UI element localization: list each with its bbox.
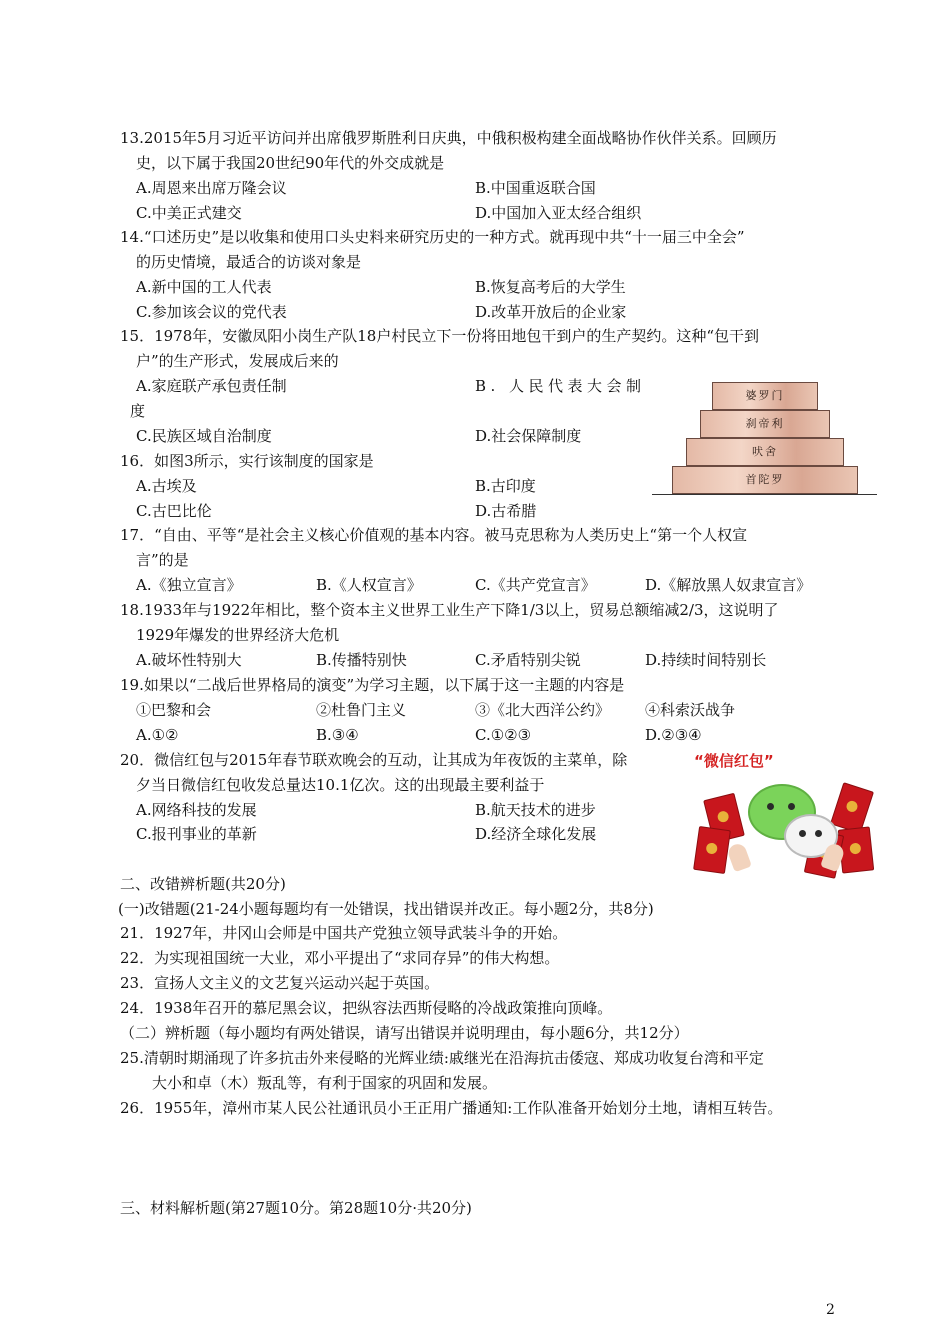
q19-option-a: A.①② (136, 726, 179, 744)
q20-option-c: C.报刊事业的革新 (136, 825, 257, 843)
page-number: 2 (826, 1302, 835, 1318)
q16-stem: 16．如图3所示，实行该制度的国家是 (120, 452, 374, 470)
q20-option-a: A.网络科技的发展 (136, 801, 257, 819)
caste-shudra: 首陀罗 (672, 466, 858, 494)
q19-item-4: ④科索沃战争 (645, 701, 736, 719)
q17-option-d: D.《解放黑人奴隶宣言》 (645, 576, 812, 594)
q15-option-d: D.社会保障制度 (475, 427, 582, 445)
q20-option-d: D.经济全球化发展 (475, 825, 597, 843)
eye-icon (815, 830, 822, 837)
q15-stem-line1: 15．1978年，安徽凤阳小岗生产队18户村民立下一份将田地包干到户的生产契约。这种“包干到 (120, 327, 760, 345)
q18-option-b: B.传播特别快 (316, 651, 407, 669)
q20-stem-line2: 夕当日微信红包收发总量达10.1亿次。这的出现最主要利益于 (136, 776, 545, 794)
q25-text-line1: 25.清朝时期涌现了许多抗击外来侵略的光辉业绩:戚继光在沿海抗击倭寇、郑成功收复台湾和平定 (120, 1049, 764, 1067)
q15-stem-line2: 户”的生产形式，发展成后来的 (136, 352, 339, 370)
hand-icon (726, 842, 752, 873)
q16-option-c: C.古巴比伦 (136, 502, 212, 520)
q25-text-line2: 大小和卓（木）叛乱等，有利于国家的巩固和发展。 (152, 1074, 498, 1092)
q19-option-c: C.①②③ (475, 726, 532, 744)
q16-option-b: B.古印度 (475, 477, 536, 495)
eye-icon (799, 830, 806, 837)
q15-option-b-continued: 度 (130, 402, 146, 420)
q14-option-c: C.参加该会议的党代表 (136, 303, 287, 321)
q20-option-b: B.航天技术的进步 (475, 801, 596, 819)
q19-item-1: ①巴黎和会 (136, 701, 212, 719)
q19-option-d: D.②③④ (645, 726, 702, 744)
q19-item-3: ③《北大西洋公约》 (475, 701, 611, 719)
caste-vaishya: 吠舍 (686, 438, 844, 466)
eye-icon (767, 803, 774, 810)
q13-stem-line1: 13.2015年5月习近平访问并出席俄罗斯胜利日庆典，中俄积极构建全面战略协作伙伴关系。回顾历 (120, 129, 777, 147)
q13-option-c: C.中美正式建交 (136, 204, 242, 222)
caste-brahmin: 婆罗门 (712, 382, 818, 410)
q15-option-b: B. 人民代表大会制 (475, 377, 646, 395)
red-envelope-icon (693, 826, 731, 874)
q14-option-a: A.新中国的工人代表 (136, 278, 272, 296)
q13-option-d: D.中国加入亚太经合组织 (475, 204, 642, 222)
q21-text: 21．1927年，井冈山会师是中国共产党独立领导武装斗争的开始。 (120, 924, 568, 942)
q15-option-a: A.家庭联产承包责任制 (136, 377, 287, 395)
figure-baseline (652, 494, 877, 495)
q18-stem-line2: 1929年爆发的世界经济大危机 (136, 626, 340, 644)
q13-option-a: A.周恩来出席万隆会议 (136, 179, 287, 197)
eye-icon (788, 803, 795, 810)
section3-title: 三、材料解析题(第27题10分。第28题10分·共20分) (120, 1199, 472, 1217)
q14-option-d: D.改革开放后的企业家 (475, 303, 627, 321)
q17-option-a: A.《独立宣言》 (136, 576, 242, 594)
caste-kshatriya: 刹帝利 (700, 410, 830, 438)
section2-part2-heading: （二）辨析题（每小题均有两处错误，请写出错误并说明理由，每小题6分，共12分） (120, 1024, 689, 1042)
q17-stem-line1: 17．“自由、平等“是社会主义核心价值观的基本内容。被马克思称为人类历史上“第一个人权宣 (120, 526, 748, 544)
wechat-red-envelope-image (690, 746, 882, 870)
q20-stem-line1: 20．微信红包与2015年春节联欢晚会的互动，让其成为年夜饭的主菜单，除 (120, 751, 628, 769)
q14-stem-line1: 14.“口述历史”是以收集和使用口头史料来研究历史的一种方式。就再现中共“十一届三中全会” (120, 228, 745, 246)
q13-stem-line2: 史，以下属于我国20世纪90年代的外交成就是 (136, 154, 445, 172)
section2-part1-heading: (一)改错题(21-24小题每题均有一处错误，找出错误并改正。每小题2分，共8分) (118, 900, 654, 918)
q24-text: 24．1938年召开的慕尼黑会议，把纵容法西斯侵略的冷战政策推向顶峰。 (120, 999, 613, 1017)
caste-pyramid-figure (652, 378, 877, 498)
q18-option-c: C.矛盾特别尖锐 (475, 651, 581, 669)
q13-option-b: B.中国重返联合国 (475, 179, 596, 197)
q23-text: 23．宣扬人文主义的文艺复兴运动兴起于英国。 (120, 974, 440, 992)
q19-item-2: ②杜鲁门主义 (316, 701, 407, 719)
q17-stem-line2: 言”的是 (136, 551, 189, 569)
q14-stem-line2: 的历史情境，最适合的访谈对象是 (136, 253, 362, 271)
q22-text: 22．为实现祖国统一大业，邓小平提出了“求同存异”的伟大构想。 (120, 949, 560, 967)
q18-option-d: D.持续时间特别长 (645, 651, 767, 669)
q19-stem: 19.如果以“二战后世界格局的演变”为学习主题，以下属于这一主题的内容是 (120, 676, 625, 694)
q16-option-a: A.古埃及 (136, 477, 197, 495)
q16-option-d: D.古希腊 (475, 502, 537, 520)
wechat-image-title: “微信红包” (694, 752, 774, 770)
q17-option-b: B.《人权宣言》 (316, 576, 422, 594)
q18-stem-line1: 18.1933年与1922年相比，整个资本主义世界工业生产下降1/3以上，贸易总额缩减2/3，这说明了 (120, 601, 779, 619)
q19-option-b: B.③④ (316, 726, 359, 744)
q17-option-c: C.《共产党宣言》 (475, 576, 596, 594)
q15-option-c: C.民族区域自治制度 (136, 427, 272, 445)
section2-title: 二、改错辨析题(共20分) (120, 875, 286, 893)
q18-option-a: A.破坏性特别大 (136, 651, 242, 669)
q26-text: 26．1955年，漳州市某人民公社通讯员小王正用广播通知:工作队准备开始划分土地，请相互转告。 (120, 1099, 783, 1117)
q14-option-b: B.恢复高考后的大学生 (475, 278, 626, 296)
